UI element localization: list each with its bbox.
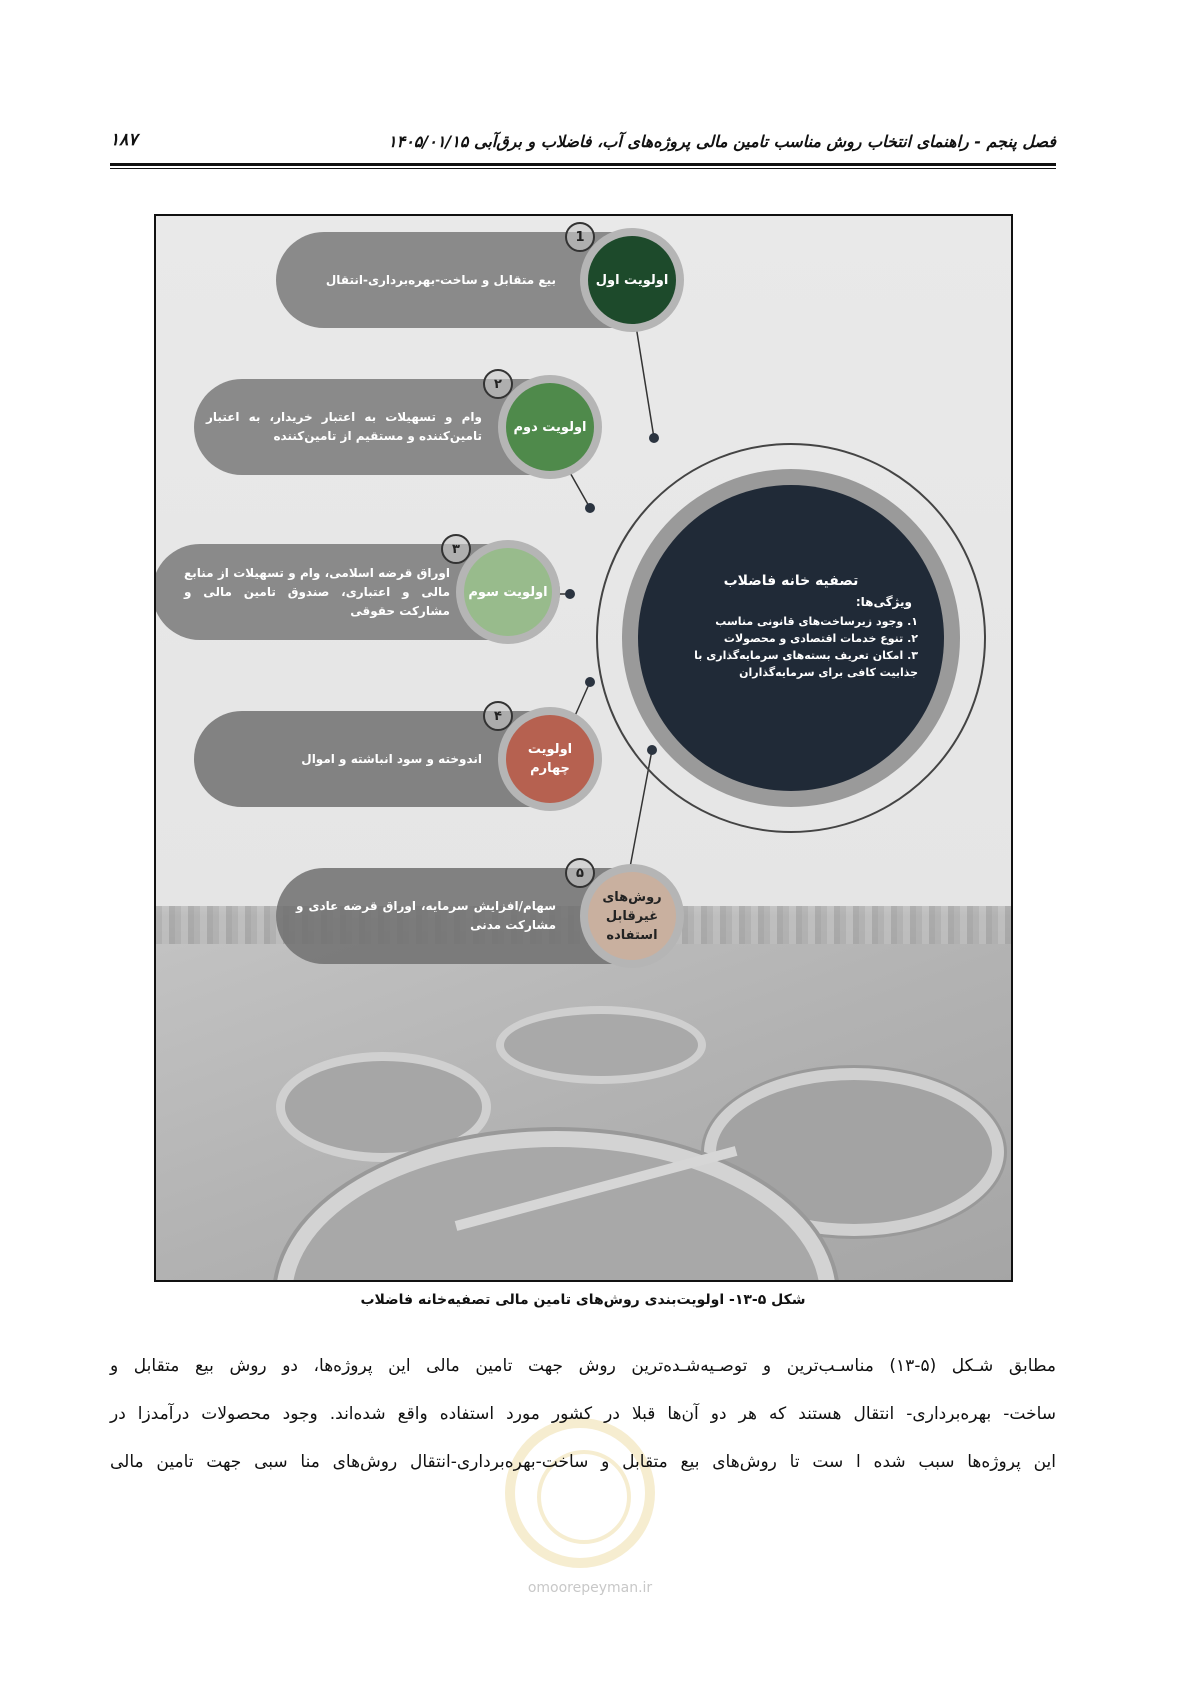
connector-dot bbox=[585, 503, 595, 513]
priority-badge-3: اولویت سوم bbox=[464, 548, 552, 636]
connector-dot bbox=[649, 433, 659, 443]
page-header bbox=[110, 128, 1056, 160]
connector-dot bbox=[585, 677, 595, 687]
feature-item: ۱. وجود زیرساخت‌های قانونی مناسب bbox=[715, 615, 918, 628]
center-circle bbox=[638, 485, 944, 791]
figure-caption: شکل ۵-۱۳- اولویت‌بندی روش‌های تامین مالی تصفیه‌خانه فاضلاب bbox=[360, 1292, 806, 1308]
priority-number: ۲ bbox=[483, 369, 513, 399]
priority-number: ۴ bbox=[483, 701, 513, 731]
priority-badge-4: اولویت چهارم bbox=[506, 715, 594, 803]
body-line: ساخت- بهره‌برداری- انتقال هستند که هر دو آن‌ها قبلا در کشور مورد استفاده واقع شده‌اند. وجود محصولات درآمدزا در bbox=[110, 1404, 1056, 1424]
priority-badge-5: روش‌های غیرقابل استفاده bbox=[588, 872, 676, 960]
header-rule-thin bbox=[110, 168, 1056, 169]
feature-item: ۳. امکان تعریف بسته‌های سرمایه‌گذاری با جذابیت کافی برای سرمایه‌گذاران bbox=[694, 649, 918, 679]
header-rule-thick bbox=[110, 163, 1056, 166]
priority-methods: اندوخته و سود انباشته و اموال bbox=[301, 751, 482, 766]
page-number: ۱۸۷ bbox=[110, 130, 138, 150]
watermark-text: omoorepeyman.ir bbox=[527, 1580, 653, 1596]
priority-number: ۳ bbox=[441, 534, 471, 564]
priority-number: 1 bbox=[565, 222, 595, 252]
connector-dot bbox=[647, 745, 657, 755]
priority-methods: وام و تسهیلات به اعتبار خریدار، به اعتبار تامین‌کننده و مستقیم از تامین‌کننده bbox=[206, 410, 482, 443]
priority-badge-1: اولویت اول bbox=[588, 236, 676, 324]
center-title: تصفیه خانه فاضلاب bbox=[723, 573, 859, 589]
priority-methods: سهام/افزایش سرمایه، اوراق قرضه عادی و مشارکت مدنی bbox=[296, 899, 556, 932]
body-text bbox=[110, 1342, 1056, 1486]
priority-figure bbox=[154, 214, 1013, 1282]
connector-dot bbox=[565, 589, 575, 599]
priority-badge-2: اولویت دوم bbox=[506, 383, 594, 471]
priority-methods: اوراق قرضه اسلامی، وام و تسهیلات از منابع مالی و اعتباری، صندوق تامین مالی و مشارکت حقوقی bbox=[184, 565, 450, 618]
features-label: ویژگی‌ها: bbox=[855, 595, 912, 609]
running-title: فصل پنجم - راهنمای انتخاب روش مناسب تامین مالی پروژه‌های آب، فاضلاب و برق‌آبی ۱۴۰۵/۰۱/۱۵ bbox=[388, 132, 1056, 151]
priority-number: ۵ bbox=[565, 858, 595, 888]
priority-methods: بیع متقابل و ساخت-بهره‌برداری-انتقال bbox=[325, 272, 556, 287]
body-line: مطابق شـکل (۵-۱۳) مناسـب‌ترین و توصـیه‌شـده‌ترین روش جهت تامین مالی این پروژه‌ها، دو روش بیع متقابل و bbox=[110, 1356, 1056, 1376]
body-line: این پروژه‌ها سبب شده ا ست تا روش‌های بیع متقابل و ساخت-بهره‌برداری-انتقال روش‌های منا سبی جهت تامین مالی bbox=[110, 1452, 1056, 1472]
feature-item: ۲. تنوع خدمات اقتصادی و محصولات bbox=[723, 632, 918, 645]
